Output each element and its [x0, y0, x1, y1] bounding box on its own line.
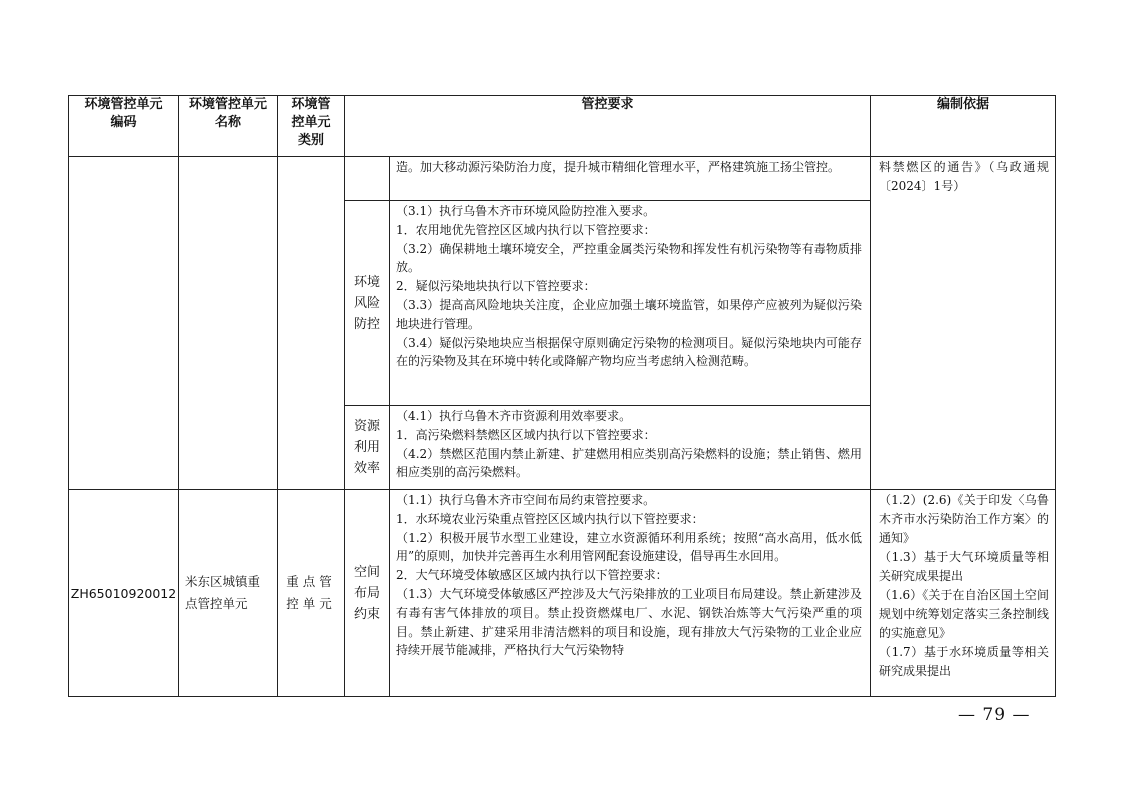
requirement-line: （4.1）执行乌鲁木齐市资源利用效率要求。: [396, 409, 632, 423]
category-resource-efficiency: [345, 406, 390, 490]
basis-line: （1.2）(2.6)《关于印发〈乌鲁木齐市水污染防治工作方案〉的通知》: [879, 493, 1050, 545]
unit-type-text: 重点管控单元: [286, 574, 336, 611]
requirement-line: 1．高污染燃料禁燃区区域内执行以下管控要求：: [396, 427, 656, 442]
requirement-line: （1.1）执行乌鲁木齐市空间布局约束管控要求。: [396, 493, 656, 507]
header-row: [69, 96, 1056, 157]
requirement-line: （3.4）疑似污染地块应当根据保守原则确定污染物的检测项目。疑似污染地块内可能存在的污染物及其在环境中转化或降解产物均应当考虑纳入检测范畴。: [396, 335, 863, 369]
requirement-line: 2．疑似污染地块执行以下管控要求：: [396, 279, 596, 294]
unit-name-cell: [179, 157, 278, 490]
basis-line: （1.7）基于水环境质量等相关研究成果提出: [879, 645, 1050, 678]
category-environmental-risk: [345, 201, 390, 406]
header-unit-name: 环境管控单元 名称: [179, 96, 278, 157]
unit-type-cell: [278, 157, 345, 490]
unit-code: ZH65010920012: [69, 490, 179, 697]
requirement-line: （3.3）提高高风险地块关注度，企业应加强土壤环境监管，如果停产应被列为疑似污染地块进行管理。: [396, 297, 863, 331]
table-row: [69, 490, 1056, 697]
page-number: — 79 —: [958, 705, 1031, 725]
unit-type: [278, 490, 345, 697]
category-label: 资源利用效率: [353, 419, 380, 476]
header-unit-type: 环境管 控单元 类别: [278, 96, 345, 157]
requirement-environmental-risk: [390, 201, 871, 406]
requirement-line: （3.2）确保耕地土壤环境安全，严控重金属类污染物和挥发性有机污染物等有毒物质排放。: [396, 241, 863, 275]
requirement-line: 1．农用地优先管控区区域内执行以下管控要求：: [396, 222, 656, 237]
header-requirements: 管控要求: [345, 96, 871, 157]
unit-code-cell: [69, 157, 179, 490]
unit-name-text: 米东区城镇重点管控单元: [185, 574, 261, 611]
requirement-line: （4.2）禁燃区范围内禁止新建、扩建燃用相应类别高污染燃料的设施；禁止销售、燃用相应类别的高污染燃料。: [396, 446, 863, 480]
requirement-line: （1.3）大气环境受体敏感区严控涉及大气污染排放的工业项目布局建设。禁止新建涉及有毒有害气体排放的项目。禁止投资燃煤电厂、水泥、钢铁冶炼等大气污染严重的项目。禁止新建、扩建采用非清洁燃料的项目和设施，现有排放大气污染物的工业企业应持续开展节能减排，严格执行大气污染物特: [396, 586, 863, 658]
table-row: [69, 157, 1056, 201]
requirement-line: （3.1）执行乌鲁木齐市环境风险防控准入要求。: [396, 204, 656, 218]
requirement-resource-efficiency: [390, 406, 871, 490]
basis-cell: 料禁燃区的通告》（乌政通规〔2024〕1号）: [871, 157, 1056, 490]
requirement-line: 2．大气环境受体敏感区区域内执行以下管控要求：: [396, 568, 668, 583]
requirement-spatial-layout: [390, 490, 871, 697]
requirement-line: （1.2）积极开展节水型工业建设，建立水资源循环利用系统；按照“高水高用，低水低用”的原则，加快并完善再生水利用管网配套设施建设，倡导再生水回用。: [396, 530, 863, 564]
requirement-continuation: 造。加大移动源污染防治力度，提升城市精细化管理水平，严格建筑施工扬尘管控。: [390, 157, 871, 201]
header-basis: 编制依据: [871, 96, 1056, 157]
basis-cell: [871, 490, 1056, 697]
header-unit-code: 环境管控单元 编码: [69, 96, 179, 157]
unit-name: [179, 490, 278, 697]
category-spatial-layout: [345, 490, 390, 697]
control-unit-table: [68, 95, 1056, 697]
basis-line: （1.6）《关于在自治区国土空间规划中统筹划定落实三条控制线的实施意见》: [879, 588, 1050, 640]
basis-line: （1.3）基于大气环境质量等相关研究成果提出: [879, 550, 1050, 583]
requirement-line: 1．水环境农业污染重点管控区区域内执行以下管控要求：: [396, 511, 704, 526]
category-cell: [345, 157, 390, 201]
category-label: 环境风险防控: [353, 274, 380, 332]
category-label: 空间布局约束: [353, 564, 380, 622]
